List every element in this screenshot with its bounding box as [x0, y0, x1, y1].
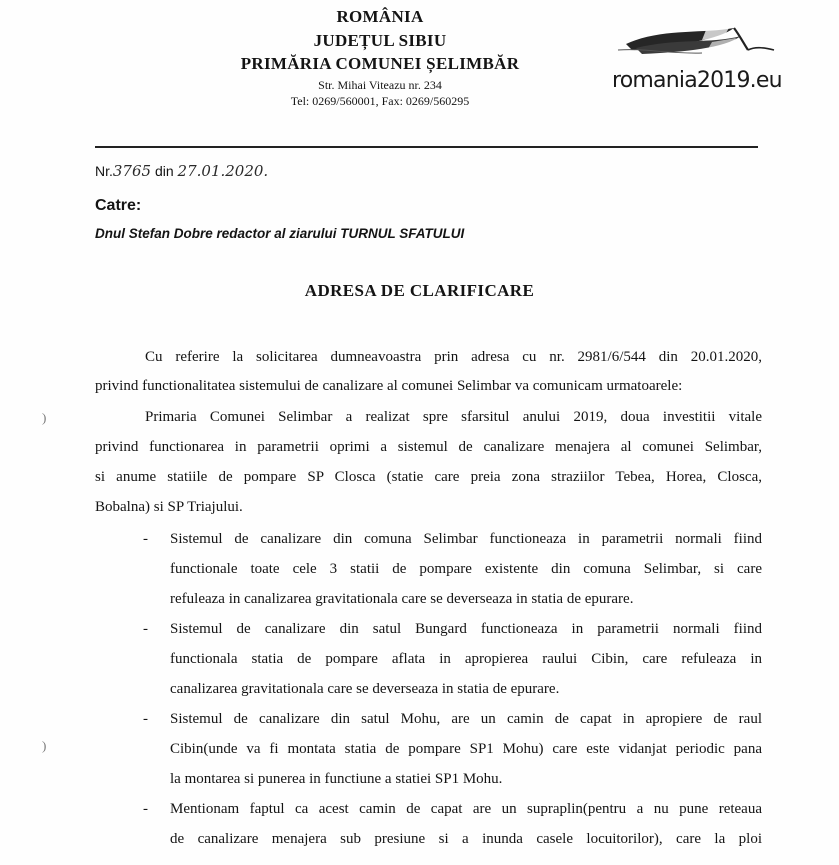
bullet-line: functionala statia de pompare aflata in apropierea raului Cibin, care refuleaza in — [170, 651, 762, 667]
registration-number: 3765 — [112, 162, 152, 180]
margin-mark: ) — [42, 738, 47, 753]
registration-date: 27.01.2020. — [177, 162, 269, 180]
bullet-line: de canalizare menajera sub presiune si a inunda casele locuitorilor), care la ploi — [170, 831, 762, 847]
header-institution: PRIMĂRIA COMUNEI ȘELIMBĂR — [240, 54, 520, 73]
logo-text: romania2019.eu — [612, 68, 782, 93]
addressee-recipient: Dnul Stefan Dobre redactor al ziarului TURNUL SFATULUI — [95, 226, 465, 241]
bullet-line: functionale toate cele 3 statii de pompare existente din comuna Selimbar, si care — [170, 561, 762, 577]
bullet-line: Sistemul de canalizare din satul Bungard functioneaza in parametrii normali fiind — [170, 621, 762, 637]
header-divider — [95, 146, 758, 148]
header-country: ROMÂNIA — [336, 7, 424, 26]
romania2019-logo — [606, 20, 796, 100]
bullet-marker: - — [143, 531, 148, 547]
flag-wave-icon — [606, 20, 796, 64]
registration-prefix: Nr. — [95, 163, 113, 179]
bullet-marker: - — [143, 621, 148, 637]
bullet-line: la montarea si punerea in functiune a statiei SP1 Mohu. — [170, 771, 503, 787]
bullet-marker: - — [143, 711, 148, 727]
bullet-line: Cibin(unde va fi montata statia de pompare SP1 Mohu) care este vidanjat periodic pana — [170, 741, 762, 757]
bullet-line: Mentionam faptul ca acest camin de capat are un supraplin(pentru a nu pune reteaua — [170, 801, 762, 817]
addressee-label: Catre: — [95, 197, 142, 214]
header-contact: Tel: 0269/560001, Fax: 0269/560295 — [290, 94, 470, 108]
intro-line: Cu referire la solicitarea dumneavoastra prin adresa cu nr. 2981/6/544 din 20.01.2020, — [145, 349, 762, 365]
paragraph-line: si anume statiile de pompare SP Closca (statie care preia zona straziilor Tebea, Horea, Closca, — [95, 469, 762, 485]
bullet-line: Sistemul de canalizare din comuna Selimbar functioneaza in parametrii normali fiind — [170, 531, 762, 547]
paragraph-line: privind functionarea in parametrii oprimi a sistemul de canalizare menajera al comunei Selimbar, — [95, 439, 762, 455]
registration-line — [95, 162, 268, 180]
registration-separator: din — [151, 163, 178, 179]
header-address: Str. Mihai Viteazu nr. 234 — [318, 78, 442, 92]
paragraph-line: Primaria Comunei Selimbar a realizat spre sfarsitul anului 2019, doua investitii vitale — [145, 409, 762, 425]
document-title: ADRESA DE CLARIFICARE — [304, 281, 535, 300]
bullet-line: Sistemul de canalizare din satul Mohu, are un camin de capat in apropiere de raul — [170, 711, 762, 727]
bullet-marker: - — [143, 801, 148, 817]
bullet-line: refuleaza in canalizarea gravitationala care se deverseaza in statia de epurare. — [170, 591, 634, 607]
intro-line: privind functionalitatea sistemului de canalizare al comunei Selimbar va comunicam urmatoarele: — [95, 378, 683, 394]
margin-mark: ) — [42, 410, 47, 425]
bullet-line: canalizarea gravitationala care se deverseaza in statia de epurare. — [170, 681, 560, 697]
paragraph-line: Bobalna) si SP Triajului. — [95, 499, 243, 515]
header-county: JUDEȚUL SIBIU — [313, 31, 447, 50]
